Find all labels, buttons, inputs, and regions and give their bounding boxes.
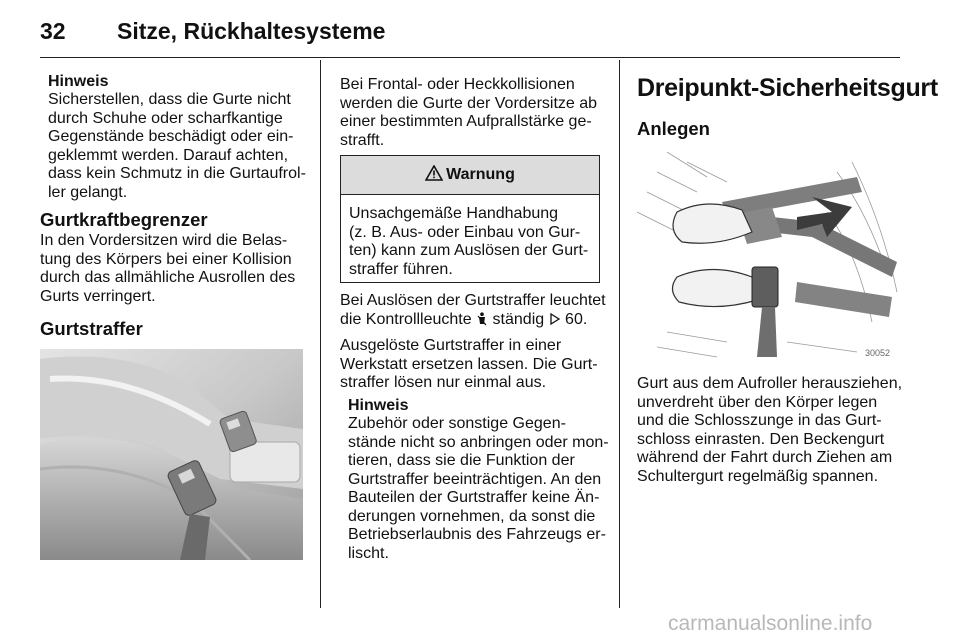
warning-header bbox=[341, 156, 599, 195]
warning-triangle-icon bbox=[425, 165, 443, 186]
note-text-col2: Zubehör oder sonstige Gegen- stände nicht so anbringen oder mon- tieren, dass sie die Funktion der Gurtstraffer beeinträchtigen. An den Bauteilen der Gurtstraffer keine Än- derungen vornehmen, da sonst die Betriebserlaubnis des Fahrzeugs er- lischt. bbox=[348, 415, 609, 562]
paragraph-anlegen: Gurt aus dem Aufroller herausziehen, unverdreht über den Körper legen und die Schlosszunge in das Gurt- schloss einrasten. Den Beckengurt während der Fahrt durch Ziehen am Schultergurt regelmäßig spannen. bbox=[637, 375, 903, 485]
paragraph-indicator: Bei Auslösen der Gurtstraffer leuchtet die Kontrollleuchte ständig 60. bbox=[340, 292, 606, 328]
warning-body: Unsachgemäße Handhabung (z. B. Aus- oder Einbau von Gur- ten) kann zum Auslösen der Gurt- straffer führen. bbox=[349, 205, 589, 278]
watermark-text: carmanualsonline.info bbox=[668, 612, 873, 635]
subsection-title: Anlegen bbox=[637, 118, 710, 139]
seat-belt-buckle-image bbox=[40, 349, 303, 560]
header-rule bbox=[40, 57, 900, 58]
section-title: Dreipunkt-Sicherheitsgurt bbox=[637, 74, 938, 102]
paragraph-gurtkraftbegrenzer: In den Vordersitzen wird die Belas- tung des Körpers bei einer Kollision durch das allmähliche Ausrollen des Gurts verringert. bbox=[40, 232, 296, 305]
intro-paragraph: Bei Frontal- oder Heckkollisionen werden die Gurte der Vordersitze ab einer bestimmten Aufprallstärke ge- strafft. bbox=[340, 76, 598, 149]
note-text-col1: Sicherstellen, dass die Gurte nicht durch Schuhe oder scharfkantige Gegenstände beschädigt oder ein- geklemmt werden. Darauf achten, dass kein Schmutz in die Gurtaufrol- ler gelangt. bbox=[48, 91, 306, 201]
warning-box bbox=[340, 155, 600, 283]
warning-title: Warnung bbox=[446, 166, 515, 183]
heading-gurtkraftbegrenzer: Gurtkraftbegrenzer bbox=[40, 209, 208, 230]
fastening-seatbelt-illustration bbox=[637, 152, 900, 362]
heading-gurtstraffer: Gurtstraffer bbox=[40, 318, 143, 339]
column-divider-1 bbox=[320, 60, 321, 608]
page-number: 32 bbox=[40, 18, 66, 44]
note-title-col2: Hinweis bbox=[348, 397, 409, 414]
seatbelt-warning-light-icon bbox=[476, 312, 488, 326]
column-divider-2 bbox=[619, 60, 620, 608]
image-code: 30052 bbox=[865, 348, 891, 358]
paragraph-replace: Ausgelöste Gurtstraffer in einer Werkstatt ersetzen lassen. Die Gurt- straffer lösen nur einmal aus. bbox=[340, 337, 598, 391]
note-title-col1: Hinweis bbox=[48, 73, 109, 90]
page-reference-arrow-icon bbox=[549, 312, 561, 326]
page-header-title: Sitze, Rückhaltesysteme bbox=[117, 18, 386, 44]
